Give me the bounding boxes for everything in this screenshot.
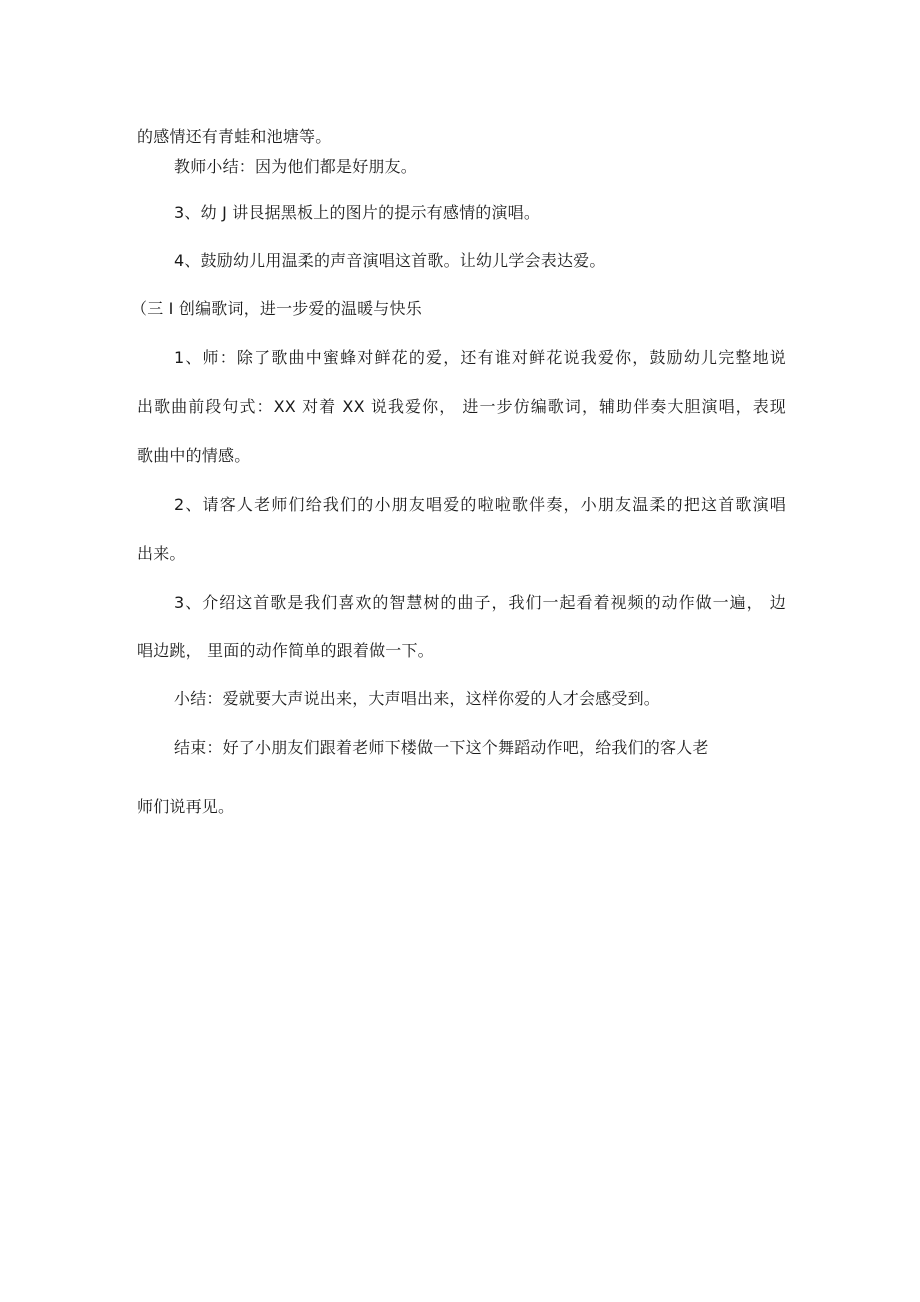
text-line-11: 3、介绍这首歌是我们喜欢的智慧树的曲子，我们一起看着视频的动作做一遍， 边 — [174, 593, 786, 612]
text-line-2: 教师小结：因为他们都是好朋友。 — [174, 157, 418, 176]
text-line-7: 出歌曲前段句式：XX 对着 XX 说我爱你， 进一步仿编歌词，辅助伴奏大胆演唱，表现 — [137, 397, 786, 416]
text-line-13: 小结：爱就要大声说出来，大声唱出来，这样你爱的人才会感受到。 — [174, 689, 661, 708]
text-line-10: 出来。 — [137, 544, 186, 563]
section-heading: （三 I 创编歌词，进一步爱的温暖与快乐 — [131, 299, 422, 318]
text-line-4: 4、鼓励幼儿用温柔的声音演唱这首歌。让幼儿学会表达爱。 — [174, 251, 606, 270]
text-line-14: 结束：好了小朋友们跟着老师下楼做一下这个舞蹈动作吧，给我们的客人老 — [174, 738, 709, 757]
text-line-9: 2、请客人老师们给我们的小朋友唱爱的啦啦歌伴奏，小朋友温柔的把这首歌演唱 — [174, 495, 786, 514]
text-line-8: 歌曲中的情感。 — [137, 446, 251, 465]
text-line-12: 唱边跳， 里面的动作简单的跟着做一下。 — [137, 641, 434, 660]
text-line-6: 1、师：除了歌曲中蜜蜂对鲜花的爱，还有谁对鲜花说我爱你，鼓励幼儿完整地说 — [174, 348, 786, 367]
text-line-1: 的感情还有青蛙和池塘等。 — [137, 127, 332, 146]
text-line-15: 师们说再见。 — [137, 797, 235, 816]
text-line-3: 3、幼 J 讲艮据黑板上的图片的提示有感情的演唱。 — [174, 203, 541, 222]
